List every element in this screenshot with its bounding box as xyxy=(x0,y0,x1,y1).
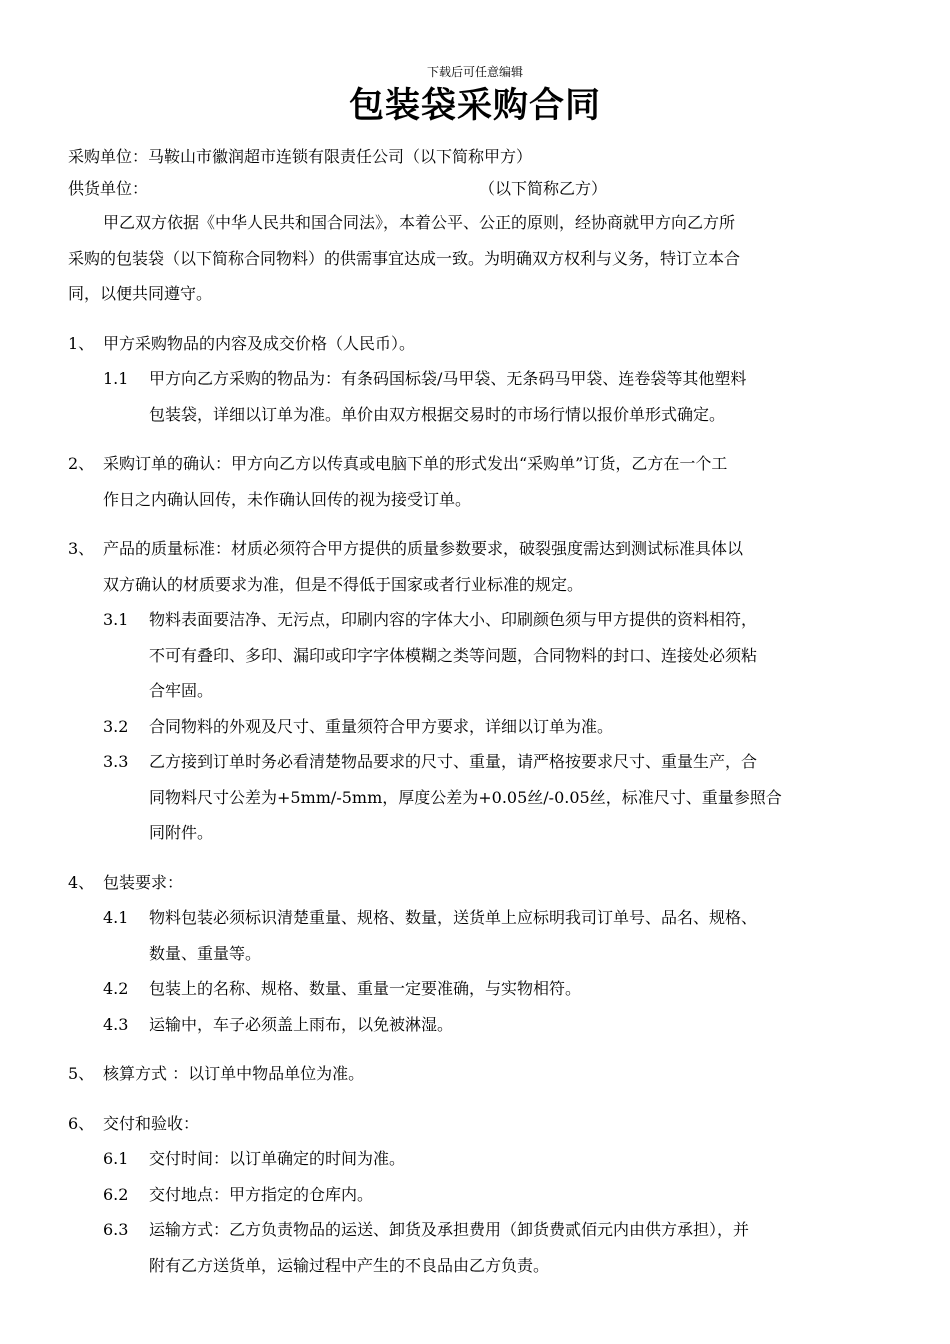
subsection-number: 3.2 xyxy=(103,716,129,736)
intro-line: 甲乙双方依据《中华人民共和国合同法》，本着公平、公正的原则，经协商就甲方向乙方所 xyxy=(103,213,736,232)
subsection-text: 包装上的名称、规格、数量、重量一定要准确，与实物相符。 xyxy=(149,979,582,998)
subsection-number: 6.2 xyxy=(103,1184,129,1204)
section-number: 3、 xyxy=(68,539,95,558)
subsection-text: 乙方接到订单时务必看清楚物品要求的尺寸、重量，请严格按要求尺寸、重量生产，合 xyxy=(149,752,758,771)
section-number: 4、 xyxy=(68,872,95,892)
subsection-number: 4.2 xyxy=(103,979,129,998)
header-note: 下载后可任意编辑 xyxy=(426,65,523,79)
supplier-label: 供货单位： xyxy=(68,179,149,198)
subsection-text: 同附件。 xyxy=(149,823,214,842)
subsection-number: 6.1 xyxy=(103,1149,129,1168)
section-number: 6、 xyxy=(68,1113,95,1133)
subsection-text: 物料表面要洁净、无污点，印刷内容的字体大小、印刷颜色须与甲方提供的资料相符， xyxy=(149,610,758,629)
subsection-text: 运输方式：乙方负责物品的运送、卸货及承担费用（卸货费贰佰元内由供方承担），并 xyxy=(149,1220,750,1239)
subsection-text: 附有乙方送货单，运输过程中产生的不良品由乙方负责。 xyxy=(149,1255,550,1275)
subsection-text: 物料包装必须标识清楚重量、规格、数量，送货单上应标明我司订单号、品名、规格、 xyxy=(149,908,758,927)
subsection-text: 交付地点：甲方指定的仓库内。 xyxy=(149,1184,374,1204)
subsection-text: 不可有叠印、多印、漏印或印字字体模糊之类等问题，合同物料的封口、连接处必须粘 xyxy=(149,645,758,665)
intro-line: 同，以便共同遵守。 xyxy=(68,284,213,303)
section-text: 包装要求： xyxy=(103,872,184,892)
section-text: 核算方式 ：以订单中物品单位为准。 xyxy=(103,1064,365,1083)
section-number: 2、 xyxy=(68,454,95,473)
section-number: 5、 xyxy=(68,1064,95,1083)
subsection-number: 3.1 xyxy=(103,610,129,629)
section-number: 1、 xyxy=(68,333,95,353)
section-text: 采购订单的确认：甲方向乙方以传真或电脑下单的形式发出“采购单”订货，乙方在一个工 xyxy=(103,454,728,473)
subsection-number: 6.3 xyxy=(103,1220,129,1239)
section-text: 交付和验收： xyxy=(103,1113,200,1133)
subsection-number: 4.1 xyxy=(103,908,129,927)
section-text: 双方确认的材质要求为准，但是不得低于国家或者行业标准的规定。 xyxy=(103,574,584,594)
subsection-text: 包装袋，详细以订单为准。单价由双方根据交易时的市场行情以报价单形式确定。 xyxy=(149,404,726,424)
subsection-text: 甲方向乙方采购的物品为：有条码国标袋/马甲袋、无条码马甲袋、连卷袋等其他塑料 xyxy=(149,369,747,388)
subsection-text: 交付时间：以订单确定的时间为准。 xyxy=(149,1149,406,1168)
supplier-paren: （以下简称乙方） xyxy=(479,179,608,198)
subsection-text: 合牢固。 xyxy=(149,681,214,700)
subsection-number: 3.3 xyxy=(103,752,129,771)
subsection-number: 4.3 xyxy=(103,1014,129,1034)
buyer-text: 采购单位：马鞍山市徽润超市连锁有限责任公司（以下简称甲方） xyxy=(68,147,533,166)
subsection-text: 运输中，车子必须盖上雨布，以免被淋湿。 xyxy=(149,1014,454,1034)
supplier-line xyxy=(68,178,888,200)
subsection-text: 合同物料的外观及尺寸、重量须符合甲方要求，详细以订单为准。 xyxy=(149,716,614,736)
subsection-number: 1.1 xyxy=(103,369,129,388)
subsection-text: 同物料尺寸公差为+5mm/-5mm，厚度公差为+0.05丝/-0.05丝，标准尺寸、重量参照合 xyxy=(149,787,782,807)
buyer-line xyxy=(68,146,888,168)
section-text: 产品的质量标准：材质必须符合甲方提供的质量参数要求，破裂强度需达到测试标准具体以 xyxy=(103,539,744,558)
subsection-text: 数量、重量等。 xyxy=(149,943,262,963)
intro-line: 采购的包装袋（以下简称合同物料）的供需事宜达成一致。为明确双方权利与义务，特订立本合 xyxy=(68,248,741,268)
section-text: 甲方采购物品的内容及成交价格（人民币）。 xyxy=(103,333,416,353)
page-title: 包装袋采购合同 xyxy=(348,86,601,126)
section-text: 作日之内确认回传，未作确认回传的视为接受订单。 xyxy=(103,489,472,509)
